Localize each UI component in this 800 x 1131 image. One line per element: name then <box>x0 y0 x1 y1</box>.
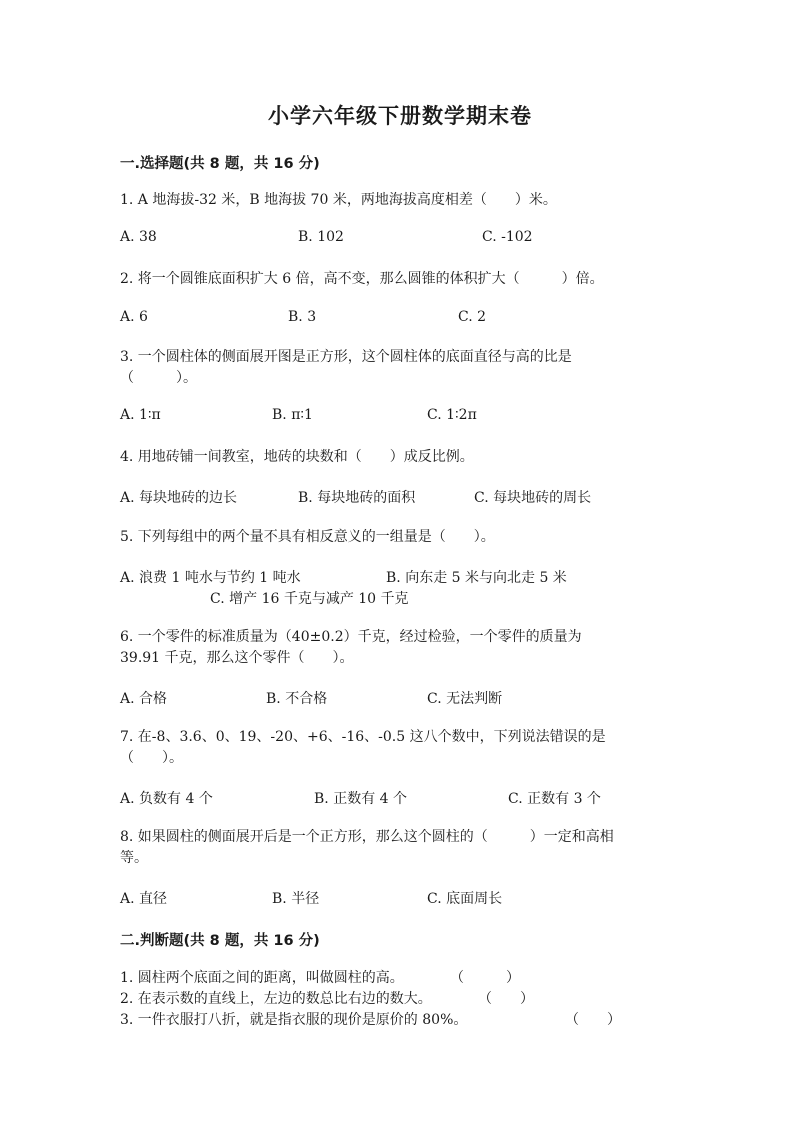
question-7-option-c: C. 正数有 3 个 <box>508 791 601 807</box>
question-6-text-line-2: 39.91 千克，那么这个零件（ ）。 <box>120 650 354 666</box>
question-1-option-a: A. 38 <box>120 229 157 245</box>
question-2-option-b: B. 3 <box>288 309 317 325</box>
question-3-text-line-2: （ ）。 <box>120 370 197 386</box>
question-6-text-line-1: 6. 一个零件的标准质量为（40±0.2）千克，经过检验，一个零件的质量为 <box>120 629 582 645</box>
question-4-option-c: C. 每块地砖的周长 <box>474 490 592 506</box>
judgment-1-answer-blank: （ ） <box>450 970 520 986</box>
question-5-text: 5. 下列每组中的两个量不具有相反意义的一组量是（ ）。 <box>120 529 495 545</box>
question-3-text-line-1: 3. 一个圆柱体的侧面展开图是正方形，这个圆柱体的底面直径与高的比是 <box>120 349 572 365</box>
question-6-option-a: A. 合格 <box>120 691 168 707</box>
question-4-option-a: A. 每块地砖的边长 <box>120 490 238 506</box>
question-8-option-a: A. 直径 <box>120 891 168 907</box>
judgment-2-answer-blank: （ ） <box>478 991 534 1007</box>
section-heading-judgment: 二.判断题(共 8 题，共 16 分) <box>120 933 320 949</box>
question-8-option-c: C. 底面周长 <box>427 891 503 907</box>
question-5-option-a: A. 浪费 1 吨水与节约 1 吨水 <box>120 570 301 586</box>
judgment-2-text: 2. 在表示数的直线上，左边的数总比右边的数大。 <box>120 991 432 1007</box>
question-7-option-a: A. 负数有 4 个 <box>120 791 213 807</box>
question-7-option-b: B. 正数有 4 个 <box>314 791 407 807</box>
question-7-text-line-2: （ ）。 <box>120 750 183 766</box>
question-1-text: 1. A 地海拔-32 米，B 地海拔 70 米，两地海拔高度相差（ ）米。 <box>120 192 557 208</box>
judgment-1-text: 1. 圆柱两个底面之间的距离，叫做圆柱的高。 <box>120 970 404 986</box>
question-3-option-b: B. π∶1 <box>272 407 313 423</box>
judgment-3-text: 3. 一件衣服打八折，就是指衣服的现价是原价的 80%。 <box>120 1012 468 1028</box>
question-5-option-c: C. 增产 16 千克与减产 10 千克 <box>210 591 409 607</box>
question-8-text-line-2: 等。 <box>120 850 148 866</box>
page-title: 小学六年级下册数学期末卷 <box>268 104 532 128</box>
question-2-option-c: C. 2 <box>458 309 487 325</box>
question-5-option-b: B. 向东走 5 米与向北走 5 米 <box>386 570 567 586</box>
question-8-option-b: B. 半径 <box>272 891 320 907</box>
question-2-text: 2. 将一个圆锥底面积扩大 6 倍，高不变，那么圆锥的体积扩大（ ）倍。 <box>120 271 604 287</box>
question-1-option-b: B. 102 <box>298 229 344 245</box>
question-7-text-line-1: 7. 在-8、3.6、0、19、-20、+6、-16、-0.5 这八个数中，下列说法错误的是 <box>120 729 606 745</box>
question-4-text: 4. 用地砖铺一间教室，地砖的块数和（ ）成反比例。 <box>120 449 474 465</box>
question-3-option-a: A. 1∶π <box>120 407 161 423</box>
question-6-option-b: B. 不合格 <box>266 691 328 707</box>
section-heading-choice: 一.选择题(共 8 题，共 16 分) <box>120 156 320 172</box>
question-4-option-b: B. 每块地砖的面积 <box>298 490 416 506</box>
question-2-option-a: A. 6 <box>120 309 148 325</box>
question-8-text-line-1: 8. 如果圆柱的侧面展开后是一个正方形，那么这个圆柱的（ ）一定和高相 <box>120 829 614 845</box>
judgment-3-answer-blank: （ ） <box>565 1012 621 1028</box>
question-6-option-c: C. 无法判断 <box>427 691 503 707</box>
question-3-option-c: C. 1∶2π <box>427 407 477 423</box>
question-1-option-c: C. -102 <box>482 229 533 245</box>
